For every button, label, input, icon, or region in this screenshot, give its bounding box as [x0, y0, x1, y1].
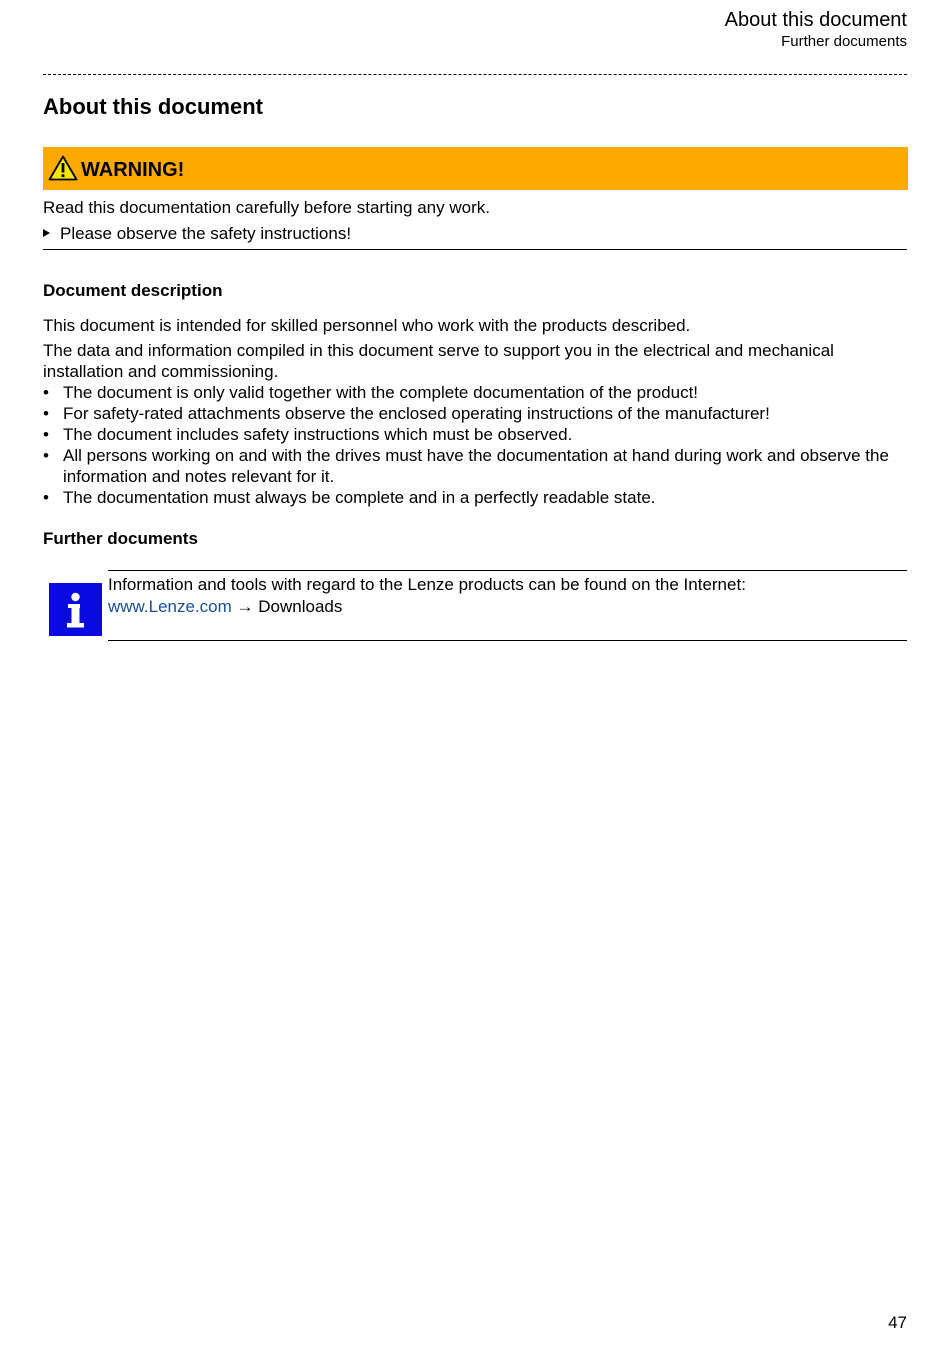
list-item: • The documentation must always be complete and in a perfectly readable state. — [43, 487, 909, 508]
description-bullet-list — [43, 382, 909, 508]
list-item: • For safety-rated attachments observe the enclosed operating instructions of the manufacturer! — [43, 403, 909, 424]
list-item: • All persons working on and with the drives must have the documentation at hand during work and observe the information and notes relevant for it. — [43, 445, 909, 487]
list-item: • The document includes safety instructions which must be observed. — [43, 424, 909, 445]
info-note-top-rule — [108, 570, 907, 571]
arrow-right-icon — [43, 229, 50, 237]
warning-text: Read this documentation carefully before starting any work. — [43, 198, 490, 217]
description-paragraph: The data and information compiled in this document serve to support you in the electrical and mechanical installation and commissioning. — [43, 341, 834, 381]
warning-action — [43, 223, 351, 245]
section-heading-further-documents: Further documents — [43, 529, 198, 548]
page-title: About this document — [43, 94, 263, 119]
warning-triangle-icon — [48, 155, 78, 181]
info-note-bottom-rule — [108, 640, 907, 641]
arrow-right-icon: → — [236, 597, 254, 616]
warning-label: WARNING! — [81, 159, 185, 181]
info-note-line: Information and tools with regard to the Lenze products can be found on the Internet: — [108, 575, 746, 594]
list-item: • The document is only valid together with the complete documentation of the product! — [43, 382, 909, 403]
header-divider — [43, 74, 907, 75]
info-note-text — [108, 574, 908, 618]
info-glyph — [49, 583, 102, 636]
info-icon — [49, 583, 102, 636]
warning-divider — [43, 249, 907, 250]
info-note-link-line — [108, 596, 908, 618]
running-header-title: About this document — [724, 9, 907, 31]
lenze-website-link[interactable]: www.Lenze.com — [108, 597, 232, 616]
page-number: 47 — [888, 1313, 907, 1332]
section-heading-document-description: Document description — [43, 281, 223, 300]
warning-action-text: Please observe the safety instructions! — [60, 224, 352, 243]
warning-bar — [43, 147, 908, 190]
downloads-label: Downloads — [258, 597, 343, 616]
description-paragraph: This document is intended for skilled personnel who work with the products described. — [43, 316, 691, 335]
running-header-subtitle: Further documents — [781, 33, 907, 50]
